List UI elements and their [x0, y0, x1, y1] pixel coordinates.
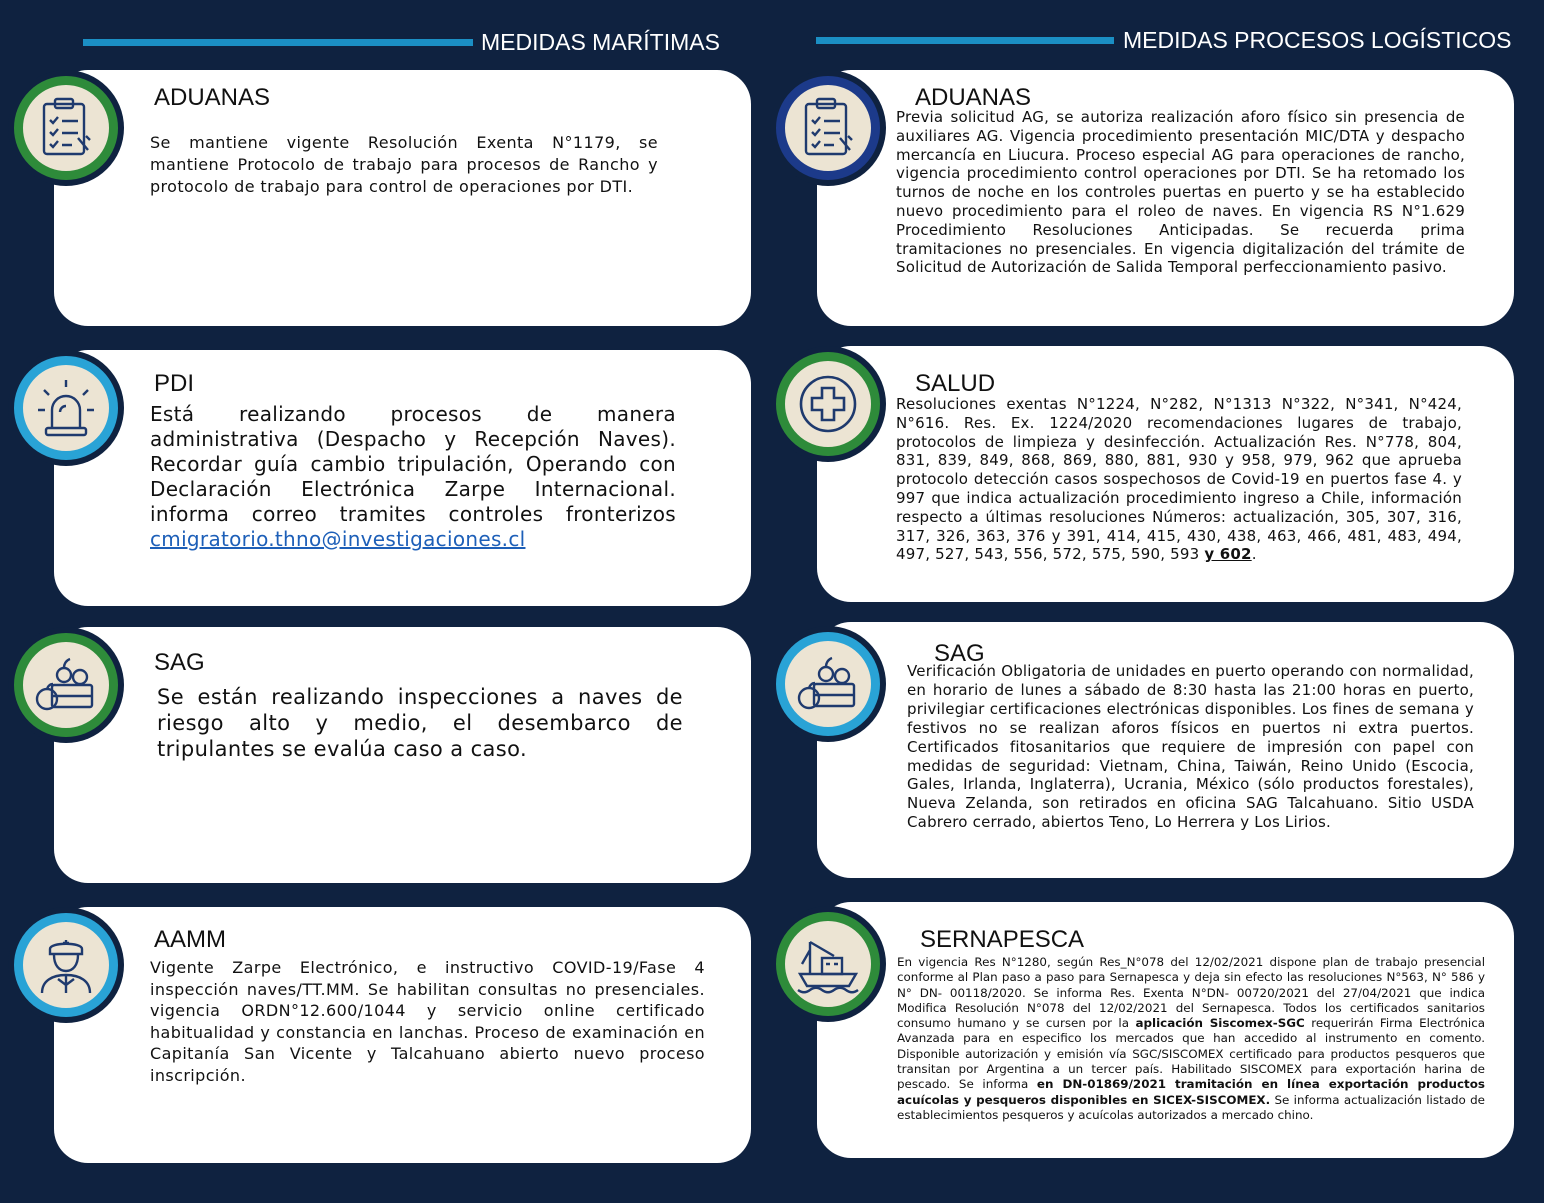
badge-left-aduanas [8, 70, 124, 186]
salud-text-end: . [1251, 545, 1257, 564]
pdi-email-row [150, 527, 676, 552]
sernapesca-text-c: Se informa actualización listado de establecimientos pesqueros y acuícolas autorizados a mercado chino. [897, 1092, 1485, 1122]
fishing-vessel-icon [792, 928, 864, 1000]
badge-left-pdi [8, 350, 124, 466]
card-left-sag [54, 627, 751, 883]
card-right-salud [817, 346, 1514, 602]
sernapesca-text-b: requerirán Firma Electrónica Avanzada para en especifico los mercados que han accedido al instrumento en comento. Disponible autorización y emisión vía SGC/SISCOMEX certificado para productos pesqueros que transitan por Argentina a un tercer país. Habilitado SISCOMEX para exportación harina de pescado. Se informa [897, 1016, 1486, 1092]
badge-right-sag [770, 626, 886, 742]
badge-right-salud [770, 346, 886, 462]
pdi-text: Está realizando procesos de manera administrativa (Despacho y Recepción Naves). Recordar guía cambio tripulación, Operando con Declaración Electrónica Zarpe Internacional. informa correo tramites controles fronterizos [150, 402, 676, 526]
card-title: SAG [934, 640, 985, 667]
salud-text-bold: y 602 [1204, 545, 1252, 564]
card-text [896, 395, 1462, 564]
card-title: PDI [154, 370, 195, 397]
badge-left-aamm [8, 907, 124, 1023]
salud-text: Resoluciones exentas N°1224, N°282, N°1313 N°322, N°341, N°424, N°616. Res. Ex. 1224/2020 recomendaciones lugares de trabajo, protocolos de limpieza y desinfección. Actualización Res. N°778, 804, 831, 839, 849, 868, 869, 880, 881, 930 y 958, 979, 962 que aprueba protocolo detección casos sospechosos de Covid-19 en puertos fase 4. y 997 que indica actualización procedimiento ingreso a Chile, información respecto a últimas resoluciones Números: actualización, 305, 307, 316, 317, 326, 363, 376 y 391, 414, 415, 430, 438, 463, 466, 481, 483, 494, 497, 527, 543, 556, 572, 575, 590, 593 [896, 395, 1462, 564]
card-text [150, 402, 676, 527]
naval-officer-icon [30, 929, 102, 1001]
badge-right-aduanas [770, 70, 886, 186]
left-column-title: MEDIDAS MARÍTIMAS [481, 29, 720, 55]
siren-light-icon [30, 372, 102, 444]
clipboard-checklist-icon [30, 92, 102, 164]
clipboard-checklist-icon [792, 92, 864, 164]
right-column-header [816, 26, 1526, 66]
header-bar [816, 37, 1114, 44]
card-text: Vigente Zarpe Electrónico, e instructivo COVID-19/Fase 4 inspección naves/TT.MM. Se habilitan consultas no presenciales. vigencia ORDN°12.600/1044 y servicio online certificado habitualidad y constancia en lanchas. Proceso de examinación en Capitanía San Vicente y Talcahuano abierto nuevo proceso inscripción. [150, 958, 705, 1085]
sernapesca-text-a: En vigencia Res N°1280, según Res_N°078 del 12/02/2021 dispone plan de trabajo presencial conforme al Plan paso a paso para Sernapesca y deja sin efecto las resoluciones N°563, N° 586 y N° DN- 00118/2020. Se informa Res. Exenta N°DN- 00720/2021 del 27/04/2021 que indica Modifica Resolución N°078 del 12/02/2021 del Sernapesca. Todos los certificados sanitarios consumo humano y se cursen por la [897, 955, 1485, 1031]
badge-right-sernapesca [770, 906, 886, 1022]
card-left-aamm [54, 907, 751, 1163]
sernapesca-bold-b: en DN-01869/2021 tramitación en línea exportación productos acuícolas y pesqueros disponibles en SICEX-SISCOMEX. [897, 1077, 1485, 1107]
right-column-title: MEDIDAS PROCESOS LOGÍSTICOS [1123, 27, 1512, 53]
sernapesca-bold-a: aplicación Siscomex-SGC [1135, 1016, 1305, 1031]
card-title: AAMM [154, 926, 226, 953]
card-title: ADUANAS [154, 84, 271, 111]
header-bar [83, 39, 473, 46]
card-text: Verificación Obligatoria de unidades en puerto operando con normalidad, en horario de lunes a sábado de 8:30 hasta las 21:00 horas en puerto, privilegiar certificaciones electrónicas disponibles. Los fines de semana y festivos no se realizan aforos físicos en puertos ni extra puertos. Certificados fitosanitarios que requiere de impresión con papel con medidas de seguridad: Vietnam, China, Taiwán, Reino Unido (Escocia, Gales, Irlanda, Inglaterra), Ucrania, México (sólo productos forestales), Nueva Zelanda, son retirados en oficina SAG Talcahuano. Sitio USDA Cabrero cerrado, abiertos Teno, Lo Herrera y Los Lirios. [907, 662, 1474, 832]
card-title: SAG [154, 649, 205, 676]
card-title: SALUD [915, 370, 996, 397]
card-left-aduanas [54, 70, 751, 326]
produce-crate-icon [792, 648, 864, 720]
card-right-aduanas [817, 70, 1514, 326]
card-right-sernapesca [817, 902, 1514, 1158]
produce-crate-icon [30, 649, 102, 721]
card-title: SERNAPESCA [920, 926, 1085, 953]
card-left-pdi [54, 350, 751, 606]
card-right-sag [817, 622, 1514, 878]
card-title: ADUANAS [915, 84, 1032, 111]
left-column-header [83, 28, 743, 68]
badge-left-sag [8, 627, 124, 743]
card-text: Previa solicitud AG, se autoriza realización aforo físico sin presencia de auxiliares AG. Vigencia procedimiento presentación MIC/DTA y despacho mercancía en Liucura. Proceso especial AG para operaciones de rancho, vigencia procedimiento control operaciones por DTI. Se ha retomado los turnos de noche en los controles puertas en puerto y se ha establecido nuevo procedimiento para el roleo de naves. En vigencia RS N°1.629 Procedimiento Resoluciones Anticipadas. Se recuerda prima tramitaciones no presenciales. En vigencia digitalización del trámite de Solicitud de Autorización de Salida Temporal perfeccionamiento pasivo. [896, 108, 1465, 277]
card-text: Se están realizando inspecciones a naves de riesgo alto y medio, el desembarco de tripulantes se evalúa caso a caso. [157, 685, 683, 761]
pdi-email-link[interactable]: cmigratorio.thno@investigaciones.cl [150, 527, 526, 551]
medical-cross-icon [792, 368, 864, 440]
card-text: Se mantiene vigente Resolución Exenta N°1179, se mantiene Protocolo de trabajo para procesos de Rancho y protocolo de trabajo para control de operaciones por DTI. [150, 133, 658, 196]
card-text [897, 955, 1485, 1123]
